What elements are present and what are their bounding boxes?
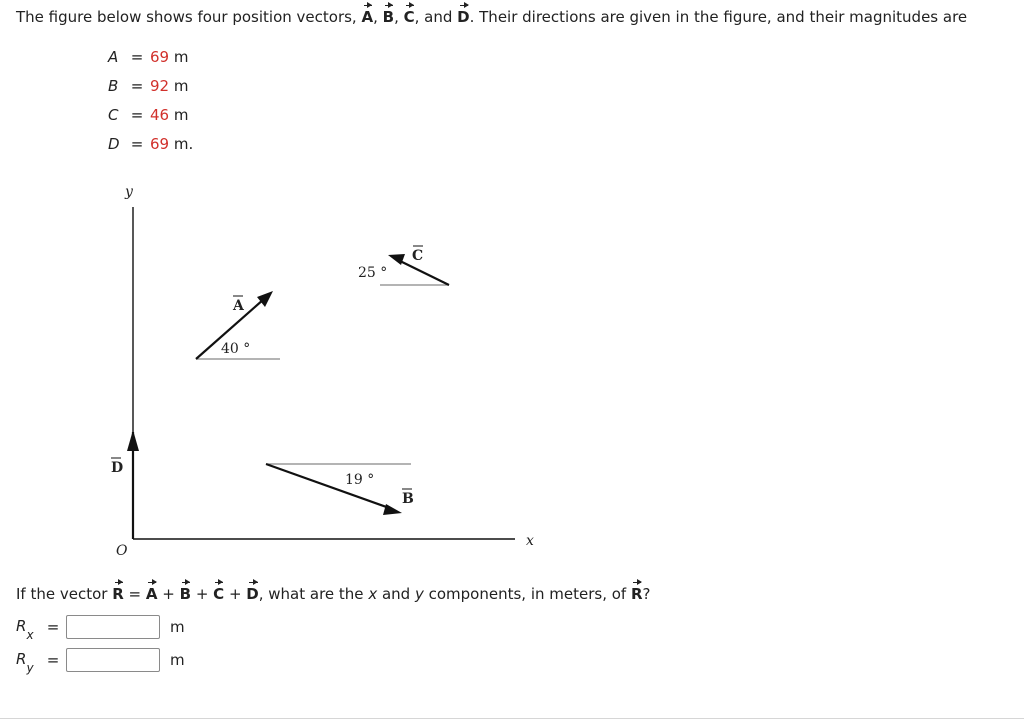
answer-unit: m <box>170 651 185 669</box>
answer-eq: = <box>46 651 60 669</box>
intro-sep-3: , and <box>414 8 458 26</box>
vector-b-label: B <box>402 491 414 507</box>
magnitude-unit: m. <box>173 135 194 153</box>
answer-row-ry <box>16 647 185 673</box>
vector-d-arrowhead <box>127 430 139 451</box>
vector-a-arrowhead <box>257 291 273 307</box>
intro-vector-b: B <box>382 8 395 26</box>
question-plus: + <box>224 585 247 603</box>
magnitude-value: 46 <box>150 106 170 124</box>
angle-c-label: 25 ° <box>358 265 388 281</box>
question-vector-r: R <box>112 585 124 603</box>
question-mid: , what are the <box>258 585 369 603</box>
intro-text-before: The figure below shows four position vectors, <box>16 8 362 26</box>
question-vector-d: D <box>246 585 259 603</box>
magnitude-unit: m <box>173 77 189 95</box>
answer-var: R <box>16 616 27 635</box>
question-after: components, in meters, of <box>423 585 631 603</box>
magnitude-row-c <box>108 104 193 133</box>
question-x: x <box>368 585 378 603</box>
vector-figure <box>0 170 580 565</box>
answer-unit: m <box>170 618 185 636</box>
origin-label: O <box>116 543 128 559</box>
vector-a-label: A <box>233 298 244 314</box>
intro-text-after: . Their directions are given in the figure, and their magnitudes are <box>469 8 968 26</box>
answer-row-rx <box>16 614 185 640</box>
vector-c-label: C <box>412 248 424 264</box>
vector-d-label: D <box>111 460 124 476</box>
answer-label-rx <box>16 616 40 642</box>
bottom-divider <box>0 718 1024 719</box>
answer-subscript: x <box>26 627 34 642</box>
intro-sep-1: , <box>373 8 383 26</box>
angle-a-label: 40 ° <box>221 341 251 357</box>
magnitude-unit: m <box>173 106 189 124</box>
magnitude-row-d <box>108 133 193 162</box>
intro-vector-c: C <box>403 8 415 26</box>
question-y: y <box>414 585 424 603</box>
answer-label-ry <box>16 649 40 675</box>
vector-c-arrow <box>398 260 449 285</box>
ry-input[interactable] <box>66 648 160 672</box>
question-text <box>16 585 651 603</box>
magnitude-row-b <box>108 75 193 104</box>
magnitude-var: D <box>108 135 120 153</box>
question-vector-b: B <box>179 585 192 603</box>
intro-vector-d: D <box>457 8 470 26</box>
magnitude-row-a <box>108 46 193 75</box>
answer-eq: = <box>46 618 60 636</box>
question-end: ? <box>642 585 651 603</box>
intro-sep-2: , <box>394 8 404 26</box>
magnitude-eq: = <box>130 135 144 153</box>
magnitude-var: B <box>108 77 119 95</box>
question-and: and <box>377 585 415 603</box>
magnitude-var: C <box>108 106 119 124</box>
y-axis-label: y <box>125 184 133 200</box>
answer-subscript: y <box>26 660 34 675</box>
answer-var: R <box>16 649 27 668</box>
magnitude-value: 69 <box>150 135 170 153</box>
angle-b-label: 19 ° <box>345 472 375 488</box>
question-plus: + <box>191 585 214 603</box>
magnitude-var: A <box>108 48 119 66</box>
magnitude-eq: = <box>130 48 144 66</box>
magnitude-eq: = <box>130 106 144 124</box>
rx-input[interactable] <box>66 615 160 639</box>
question-plus: + <box>157 585 180 603</box>
question-eq: = <box>123 585 146 603</box>
magnitude-value: 69 <box>150 48 170 66</box>
problem-intro <box>16 8 967 26</box>
question-vector-r-2: R <box>630 585 643 603</box>
question-before: If the vector <box>16 585 113 603</box>
magnitude-value: 92 <box>150 77 170 95</box>
magnitude-eq: = <box>130 77 144 95</box>
magnitude-unit: m <box>173 48 189 66</box>
question-vector-a: A <box>145 585 158 603</box>
x-axis-label: x <box>526 533 534 549</box>
vector-b-arrowhead <box>383 504 402 515</box>
question-vector-c: C <box>213 585 225 603</box>
magnitude-list <box>108 46 193 162</box>
intro-vector-a: A <box>361 8 374 26</box>
